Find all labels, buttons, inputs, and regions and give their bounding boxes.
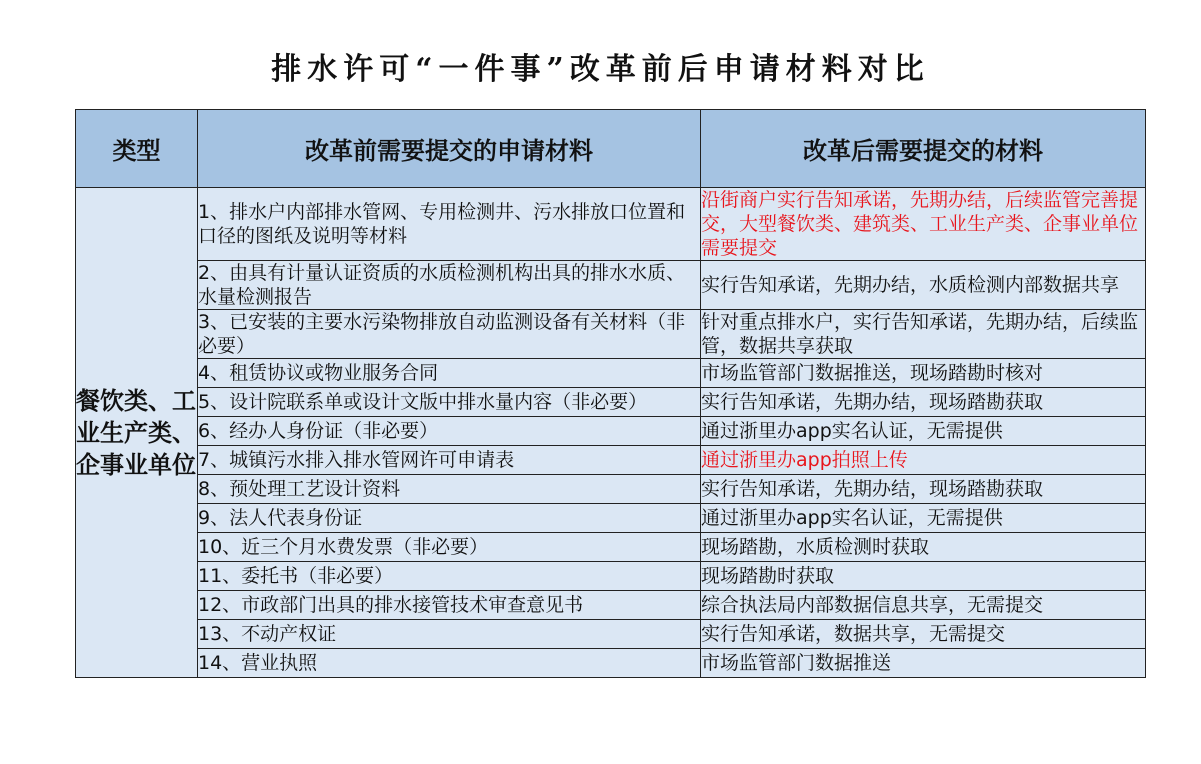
after-cell: 通过浙里办app拍照上传 bbox=[701, 446, 1146, 475]
table-row bbox=[76, 261, 1146, 310]
table-row bbox=[76, 504, 1146, 533]
after-cell: 现场踏勘，水质检测时获取 bbox=[701, 533, 1146, 562]
after-cell: 实行告知承诺，数据共享，无需提交 bbox=[701, 620, 1146, 649]
after-cell: 实行告知承诺，先期办结，现场踏勘获取 bbox=[701, 388, 1146, 417]
after-cell: 实行告知承诺，先期办结，水质检测内部数据共享 bbox=[701, 261, 1146, 310]
after-cell: 通过浙里办app实名认证，无需提供 bbox=[701, 417, 1146, 446]
before-cell: 3、已安装的主要水污染物排放自动监测设备有关材料（非必要） bbox=[198, 310, 701, 359]
before-cell: 7、城镇污水排入排水管网许可申请表 bbox=[198, 446, 701, 475]
table-row bbox=[76, 649, 1146, 678]
after-cell: 沿街商户实行告知承诺，先期办结，后续监管完善提交，大型餐饮类、建筑类、工业生产类、企事业单位需要提交 bbox=[701, 188, 1146, 261]
after-cell: 市场监管部门数据推送 bbox=[701, 649, 1146, 678]
after-cell: 通过浙里办app实名认证，无需提供 bbox=[701, 504, 1146, 533]
table-row bbox=[76, 388, 1146, 417]
header-row bbox=[76, 110, 1146, 188]
table-row bbox=[76, 188, 1146, 261]
comparison-table bbox=[75, 109, 1146, 678]
table-body bbox=[76, 188, 1146, 678]
table-row bbox=[76, 591, 1146, 620]
table-row bbox=[76, 475, 1146, 504]
after-cell: 现场踏勘时获取 bbox=[701, 562, 1146, 591]
after-cell: 实行告知承诺，先期办结，现场踏勘获取 bbox=[701, 475, 1146, 504]
before-cell: 14、营业执照 bbox=[198, 649, 701, 678]
header-type: 类型 bbox=[76, 110, 198, 188]
header-after: 改革后需要提交的材料 bbox=[701, 110, 1146, 188]
before-cell: 2、由具有计量认证资质的水质检测机构出具的排水水质、水量检测报告 bbox=[198, 261, 701, 310]
before-cell: 1、排水户内部排水管网、专用检测井、污水排放口位置和口径的图纸及说明等材料 bbox=[198, 188, 701, 261]
category-cell: 餐饮类、工业生产类、企事业单位 bbox=[76, 188, 198, 678]
before-cell: 13、不动产权证 bbox=[198, 620, 701, 649]
before-cell: 8、预处理工艺设计资料 bbox=[198, 475, 701, 504]
table-row bbox=[76, 310, 1146, 359]
before-cell: 12、市政部门出具的排水接管技术审查意见书 bbox=[198, 591, 701, 620]
before-cell: 6、经办人身份证（非必要） bbox=[198, 417, 701, 446]
before-cell: 9、法人代表身份证 bbox=[198, 504, 701, 533]
table-row bbox=[76, 417, 1146, 446]
table-row bbox=[76, 620, 1146, 649]
after-cell: 综合执法局内部数据信息共享，无需提交 bbox=[701, 591, 1146, 620]
after-cell: 市场监管部门数据推送，现场踏勘时核对 bbox=[701, 359, 1146, 388]
header-before: 改革前需要提交的申请材料 bbox=[198, 110, 701, 188]
before-cell: 11、委托书（非必要） bbox=[198, 562, 701, 591]
table-row bbox=[76, 446, 1146, 475]
after-cell: 针对重点排水户，实行告知承诺，先期办结，后续监管，数据共享获取 bbox=[701, 310, 1146, 359]
table-row bbox=[76, 533, 1146, 562]
page-title: 排水许可“一件事”改革前后申请材料对比 bbox=[271, 52, 930, 87]
before-cell: 4、租赁协议或物业服务合同 bbox=[198, 359, 701, 388]
before-cell: 5、设计院联系单或设计文版中排水量内容（非必要） bbox=[198, 388, 701, 417]
table-row bbox=[76, 359, 1146, 388]
before-cell: 10、近三个月水费发票（非必要） bbox=[198, 533, 701, 562]
table-row bbox=[76, 562, 1146, 591]
